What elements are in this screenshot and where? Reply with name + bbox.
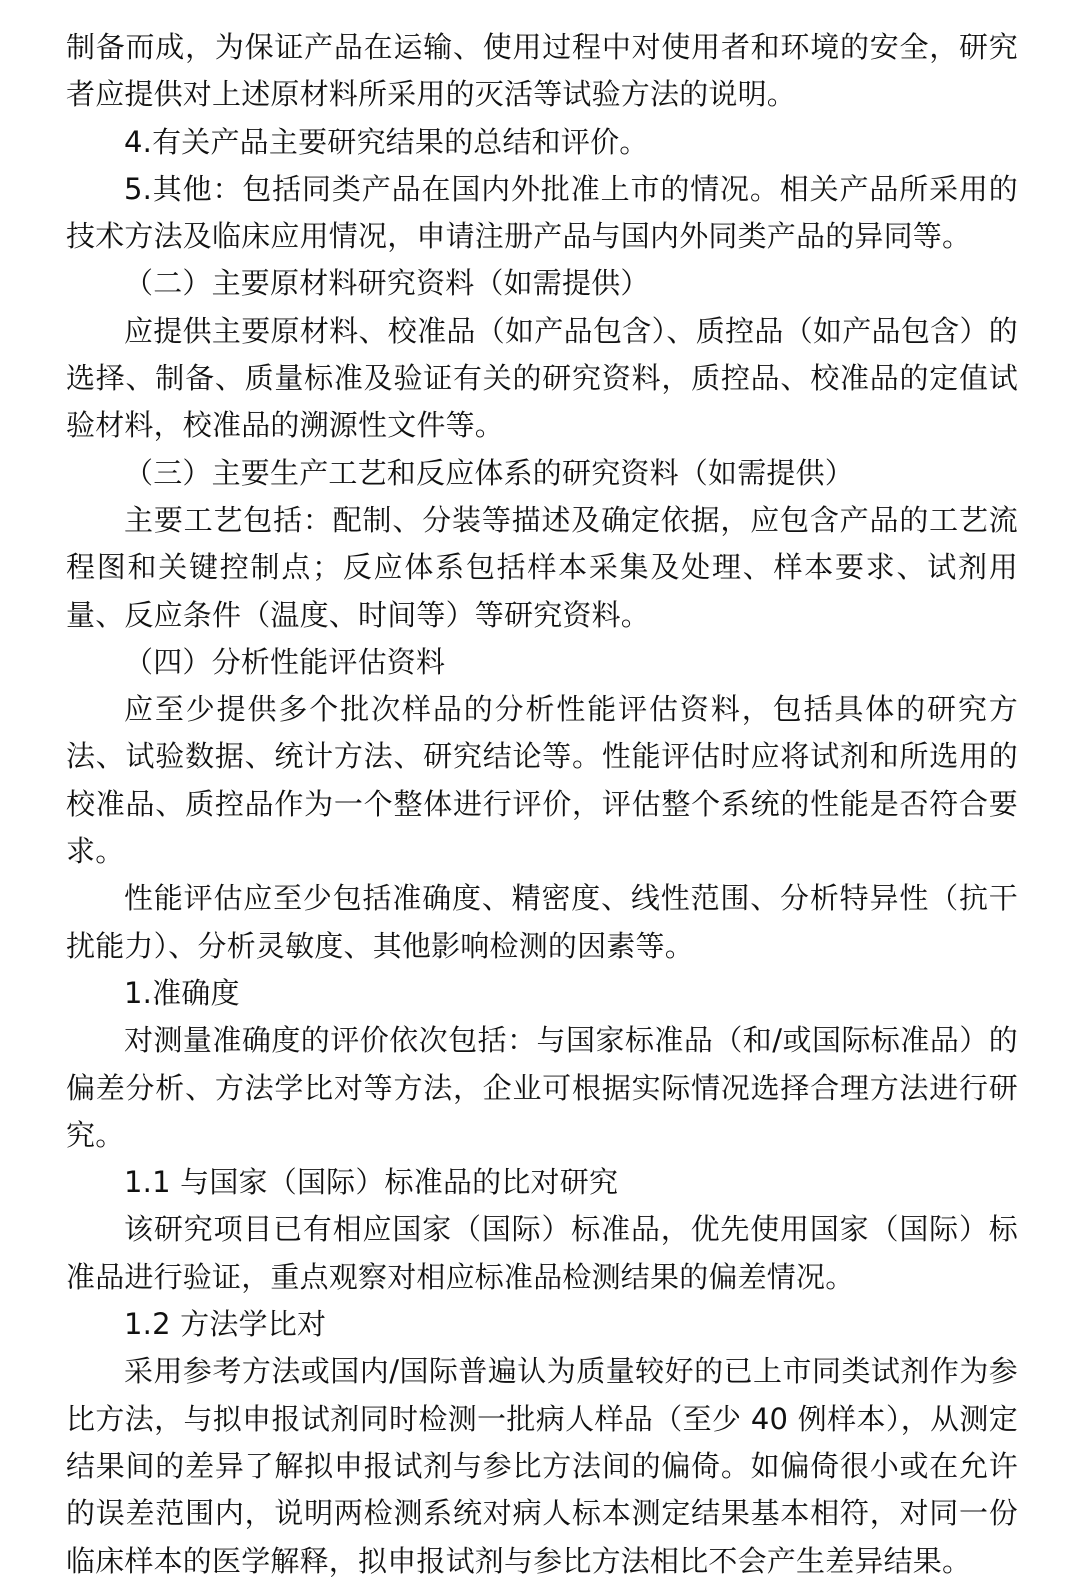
paragraph-continuation: 制备而成，为保证产品在运输、使用过程中对使用者和环境的安全，研究者应提供对上述原材料所采用的灭活等试验方法的说明。 [66,30,1018,112]
paragraph-item-5: 5.其他：包括同类产品在国内外批准上市的情况。相关产品所采用的技术方法及临床应用情况，申请注册产品与国内外同类产品的异同等。 [66,171,1018,254]
subsection-heading-accuracy: 1.准确度 [124,975,240,1010]
subsection-heading-standard-comparison: 1.1 与国家（国际）标准品的比对研究 [124,1165,619,1200]
section-heading-3: （三）主要生产工艺和反应体系的研究资料（如需提供） [124,455,855,490]
paragraph-performance-items: 性能评估应至少包括准确度、精密度、线性范围、分析特异性（抗干扰能力）、分析灵敏度、其他影响检测的因素等。 [66,881,1018,963]
paragraph-accuracy: 对测量准确度的评价依次包括：与国家标准品（和/或国际标准品）的偏差分析、方法学比对等方法，企业可根据实际情况选择合理方法进行研究。 [66,1023,1018,1152]
paragraph-item-4: 4.有关产品主要研究结果的总结和评价。 [124,124,649,159]
document-page [66,24,1018,1585]
paragraph-standard-comparison: 该研究项目已有相应国家（国际）标准品，优先使用国家（国际）标准品进行验证，重点观察对相应标准品检测结果的偏差情况。 [66,1212,1018,1294]
paragraph-method-comparison: 采用参考方法或国内/国际普遍认为质量较好的已上市同类试剂作为参比方法，与拟申报试剂同时检测一批病人样品（至少 40 例样本），从测定结果间的差异了解拟申报试剂与参比方法间的偏倚。如偏倚很小或在允许的误差范围内，说明两检测系统对病人标本测定结果基本相符，对同一份临床样本的医学解释，拟申报试剂与参比方法相比不会产生差异结果。 [66,1354,1018,1578]
paragraph-materials: 应提供主要原材料、校准品（如产品包含）、质控品（如产品包含）的选择、制备、质量标准及验证有关的研究资料，质控品、校准品的定值试验材料，校准品的溯源性文件等。 [66,313,1018,443]
paragraph-process: 主要工艺包括：配制、分装等描述及确定依据，应包含产品的工艺流程图和关键控制点；反应体系包括样本采集及处理、样本要求、试剂用量、反应条件（温度、时间等）等研究资料。 [66,502,1018,632]
section-heading-4: （四）分析性能评估资料 [124,644,446,679]
paragraph-performance: 应至少提供多个批次样品的分析性能评估资料，包括具体的研究方法、试验数据、统计方法、研究结论等。性能评估时应将试剂和所选用的校准品、质控品作为一个整体进行评价，评估整个系统的性能是否符合要求。 [66,692,1018,869]
section-heading-2: （二）主要原材料研究资料（如需提供） [124,266,650,301]
subsection-heading-method-comparison: 1.2 方法学比对 [124,1307,327,1342]
